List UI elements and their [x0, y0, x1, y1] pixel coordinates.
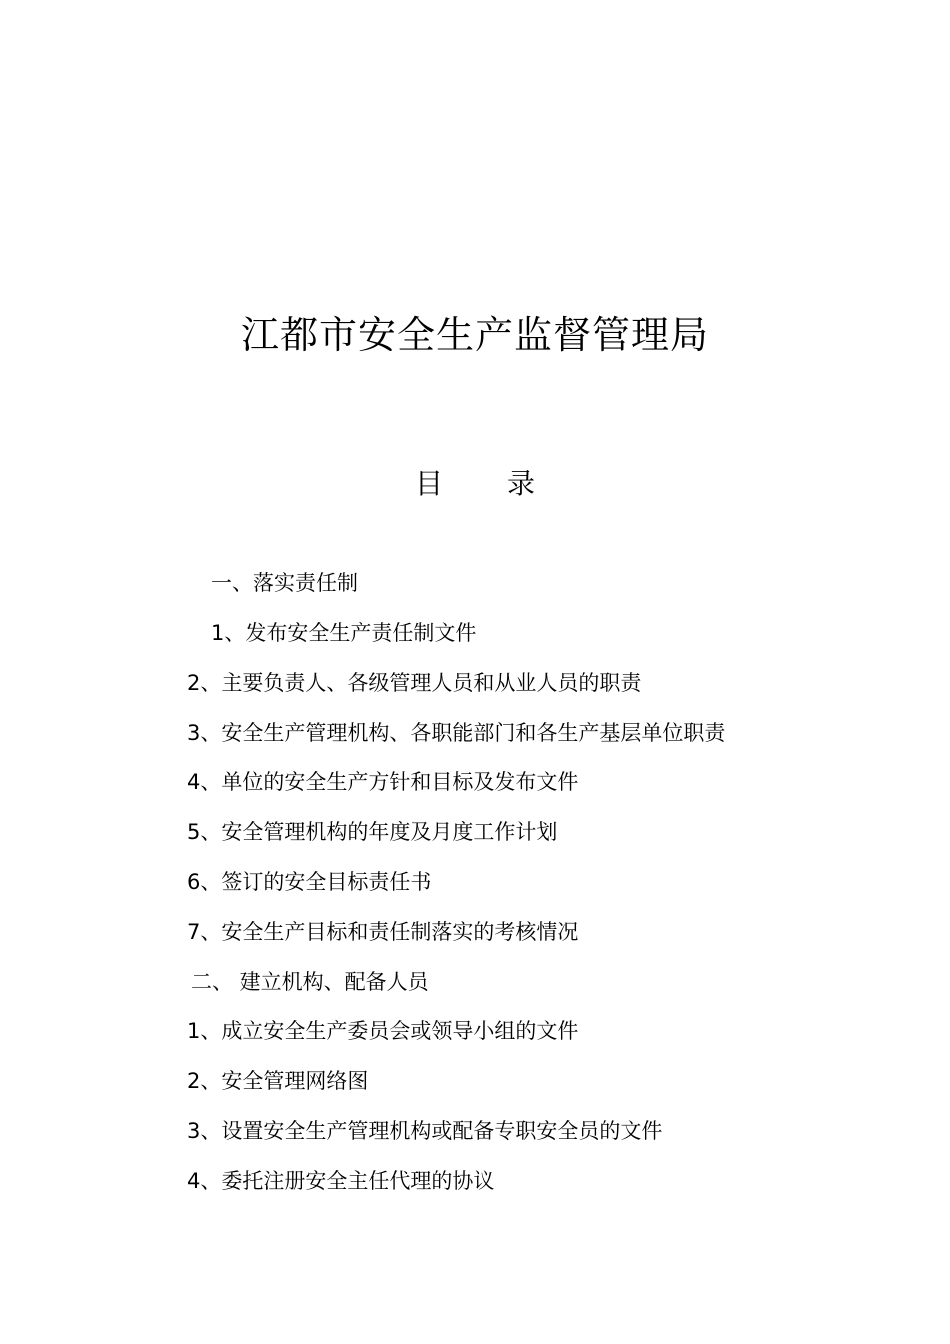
- toc-section-heading: 一、落实责任制: [211, 571, 358, 595]
- toc-heading: [0, 466, 950, 502]
- toc-item: 2、主要负责人、各级管理人员和从业人员的职责: [187, 671, 642, 695]
- page-title: 江都市安全生产监督管理局: [240, 313, 709, 357]
- toc-item: 1、成立安全生产委员会或领导小组的文件: [187, 1019, 579, 1043]
- toc-item: 5、安全管理机构的年度及月度工作计划: [187, 820, 558, 844]
- toc-item: 3、安全生产管理机构、各职能部门和各生产基层单位职责: [187, 721, 726, 745]
- toc-heading-char-2: 录: [507, 467, 536, 500]
- toc-item: 7、安全生产目标和责任制落实的考核情况: [187, 920, 579, 944]
- toc-item: 6、签订的安全目标责任书: [187, 870, 432, 894]
- toc-item: 3、设置安全生产管理机构或配备专职安全员的文件: [187, 1119, 663, 1143]
- toc-heading-char-1: 目: [415, 467, 444, 500]
- toc-item: 2、安全管理网络图: [187, 1069, 369, 1093]
- toc-item: 4、单位的安全生产方针和目标及发布文件: [187, 770, 579, 794]
- toc-item: 1、发布安全生产责任制文件: [211, 621, 477, 645]
- toc-item: 4、委托注册安全主任代理的协议: [187, 1169, 495, 1193]
- toc-section-heading: 二、 建立机构、配备人员: [191, 970, 429, 994]
